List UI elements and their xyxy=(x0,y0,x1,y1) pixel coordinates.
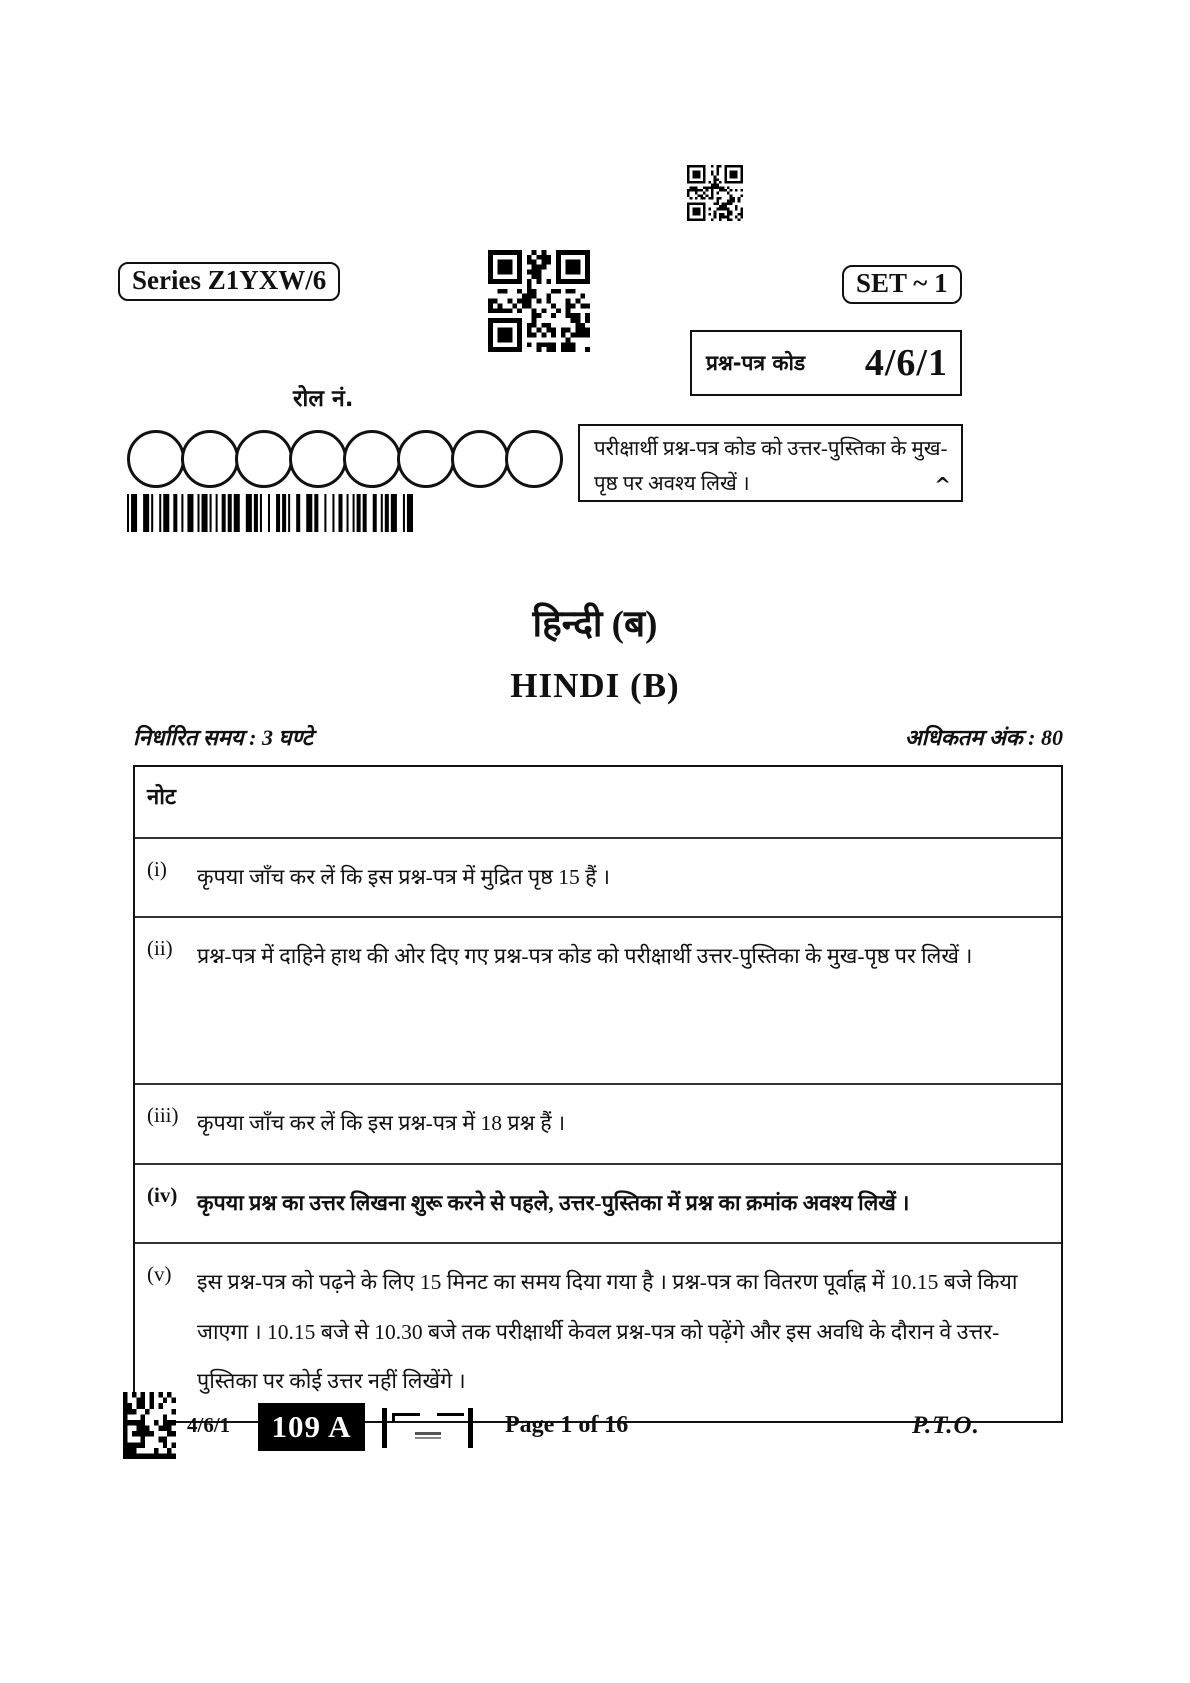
roll-bubble[interactable] xyxy=(451,430,509,488)
time-allowed: निर्धारित समय : 3 घण्टे xyxy=(133,725,313,750)
max-marks: अधिकतम अंक : 80 xyxy=(904,725,1063,750)
roll-bubble[interactable] xyxy=(397,430,455,488)
roll-number-bubbles xyxy=(127,430,559,488)
note-text: कृपया प्रश्न का उत्तर लिखना शुरू करने से पहले, उत्तर-पुस्तिका में प्रश्न का क्रमांक अवश्य लिखें । xyxy=(197,1190,910,1215)
paper-code-label: प्रश्न-पत्र कोड xyxy=(706,351,806,375)
roll-bubble[interactable] xyxy=(181,430,239,488)
note-number: (v) xyxy=(147,1262,172,1287)
paper-title-hindi: हिन्दी (ब) xyxy=(532,604,658,645)
paper-code-box xyxy=(690,330,962,396)
roll-bubble[interactable] xyxy=(289,430,347,488)
note-row-iv xyxy=(135,1163,1061,1242)
footer-batch-code: 109 A xyxy=(258,1403,365,1451)
qr-code-small xyxy=(687,165,743,221)
note-row-v xyxy=(135,1242,1061,1420)
footer-pto: P.T.O. xyxy=(912,1412,980,1439)
barcode xyxy=(127,494,413,532)
registration-mark-icon xyxy=(380,1406,475,1450)
note-row-iii xyxy=(135,1083,1061,1162)
roll-bubble[interactable] xyxy=(505,430,563,488)
note-table xyxy=(133,765,1063,1423)
note-row-i xyxy=(135,837,1061,916)
paper-title-english: HINDI (B) xyxy=(510,666,680,705)
footer-page-number: Page 1 of 16 xyxy=(505,1412,629,1438)
roll-bubble[interactable] xyxy=(235,430,293,488)
note-number: (iv) xyxy=(147,1182,178,1207)
note-text: प्रश्न-पत्र में दाहिने हाथ की ओर दिए गए प्रश्न-पत्र कोड को परीक्षार्थी उत्तर-पुस्तिका के मुख-पृष्ठ पर लिखें । xyxy=(197,944,973,969)
roll-bubble[interactable] xyxy=(343,430,401,488)
qr-code-main xyxy=(488,250,590,352)
meta-line xyxy=(133,722,1063,752)
note-text: कृपया जाँच कर लें कि इस प्रश्न-पत्र में 18 प्रश्न हैं । xyxy=(197,1111,566,1136)
series-box xyxy=(118,262,340,301)
paper-code-value: 4/6/1 xyxy=(864,342,948,384)
candidate-instruction-text: परीक्षार्थी प्रश्न-पत्र कोड को उत्तर-पुस्तिका के मुख-पृष्ठ पर अवश्य लिखें । xyxy=(594,438,948,496)
roll-bubble[interactable] xyxy=(127,430,185,488)
footer-paper-code: 4/6/1 xyxy=(187,1413,231,1437)
caret-mark: ^ xyxy=(934,472,951,497)
datamatrix-code xyxy=(123,1392,176,1459)
set-label: SET ~ 1 xyxy=(856,268,948,298)
series-label: Series Z1YXW/6 xyxy=(132,265,327,295)
note-number: (i) xyxy=(147,857,167,881)
note-number: (iii) xyxy=(147,1103,179,1128)
set-box xyxy=(842,265,962,304)
note-header-label: नोट xyxy=(147,785,176,810)
note-header-row xyxy=(135,767,1061,837)
note-row-ii xyxy=(135,916,1061,1083)
note-text: कृपया जाँच कर लें कि इस प्रश्न-पत्र में मुद्रित पृष्ठ 15 हैं । xyxy=(197,865,611,889)
note-text: इस प्रश्न-पत्र को पढ़ने के लिए 15 मिनट का समय दिया गया है । प्रश्न-पत्र का वितरण पूर्वाह्न में 10.15 बजे किया जाएगा । 10.15 बजे से 10.30 बजे तक परीक्षार्थी केवल प्रश्न-पत्र को पढ़ेंगे और इस अवधि के दौरान वे उत्तर-पुस्तिका पर कोई उत्तर नहीं लिखेंगे । xyxy=(197,1270,1018,1394)
roll-number-label: रोल नं. xyxy=(293,386,354,412)
note-number: (ii) xyxy=(147,936,173,961)
candidate-instruction-box xyxy=(578,424,963,502)
